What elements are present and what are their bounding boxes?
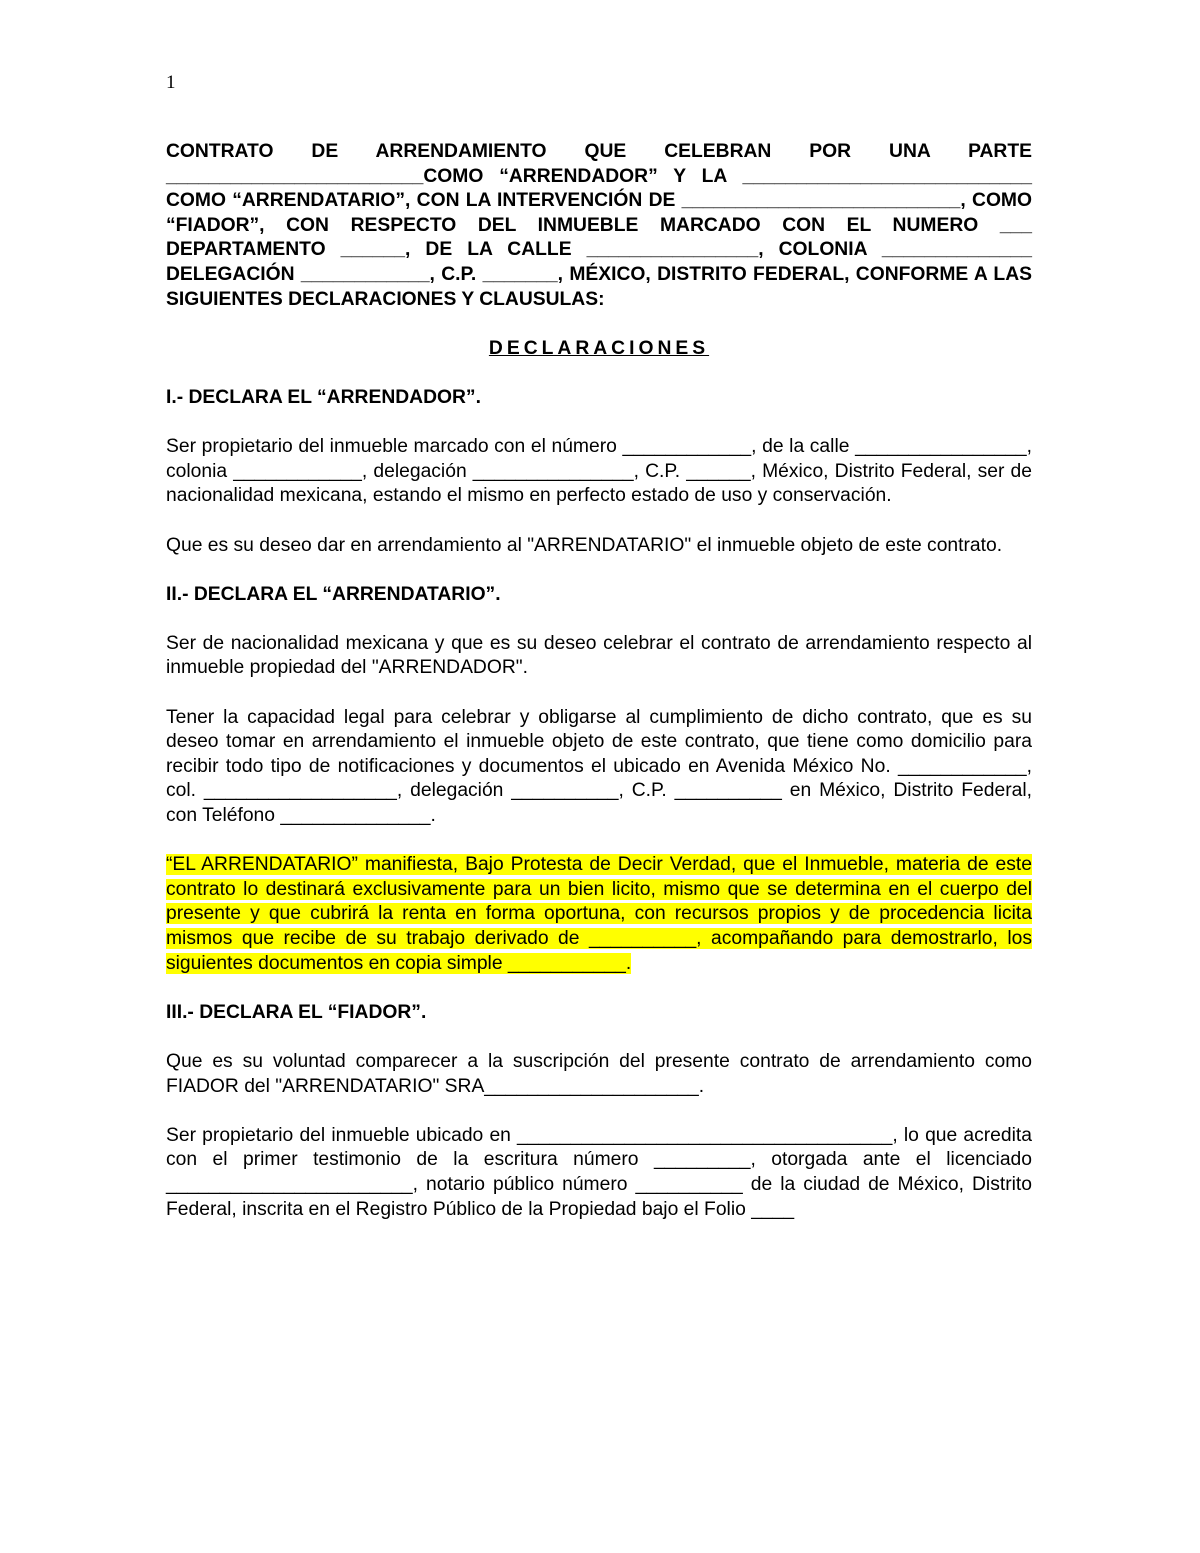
page-number: 1 bbox=[166, 72, 176, 93]
section-heading-arrendatario: II.- DECLARA EL “ARRENDATARIO”. bbox=[166, 583, 501, 605]
section-heading-fiador: III.- DECLARA EL “FIADOR”. bbox=[166, 1001, 427, 1023]
fiador-paragraph-1: Que es su voluntad comparecer a la suscripción del presente contrato de arrendamiento como FIADOR del "ARRENDATARIO" SRA____________________. bbox=[166, 1050, 1032, 1097]
document-body bbox=[166, 140, 1032, 1247]
arrendatario-paragraph-3 bbox=[166, 853, 1032, 976]
arrendatario-paragraph-2: Tener la capacidad legal para celebrar y obligarse al cumplimiento de dicho contrato, que es su deseo tomar en arrendamiento el inmueble objeto de este contrato, que tiene como domicilio para recibir todo tipo de notificaciones y documentos el ubicado en Avenida México No. ____________, col. __________________, delegación __________, C.P. __________ en México, Distrito Federal, con Teléfono ______________. bbox=[166, 706, 1032, 827]
fiador-paragraph-2: Ser propietario del inmueble ubicado en ___________________________________, lo que acredita con el primer testimonio de la escritura número _________, otorgada ante el licenciado _______________________, notario público número __________ de la ciudad de México, Distrito Federal, inscrita en el Registro Público de la Propiedad bajo el Folio ____ bbox=[166, 1124, 1032, 1220]
contract-intro: CONTRATO DE ARRENDAMIENTO QUE CELEBRAN POR UNA PARTE ________________________COMO “ARRENDADOR” Y LA ___________________________ COMO “ARRENDATARIO”, CON LA INTERVENCIÓN DE __________________________, COMO “FIADOR”, CON RESPECTO DEL INMUEBLE MARCADO CON EL NUMERO ___ DEPARTAMENTO ______, DE LA CALLE ________________, COLONIA ______________ DELEGACIÓN ____________, C.P. _______, MÉXICO, DISTRITO FEDERAL, CONFORME A LAS SIGUIENTES DECLARACIONES Y CLAUSULAS: bbox=[166, 141, 1032, 310]
section-heading-arrendador: I.- DECLARA EL “ARRENDADOR”. bbox=[166, 386, 481, 408]
arrendatario-paragraph-1: Ser de nacionalidad mexicana y que es su deseo celebrar el contrato de arrendamiento respecto al inmueble propiedad del "ARRENDADOR". bbox=[166, 632, 1032, 679]
declarations-title-text: DECLARACIONES bbox=[488, 337, 710, 359]
arrendador-paragraph-2: Que es su deseo dar en arrendamiento al "ARRENDATARIO" el inmueble objeto de este contrato. bbox=[166, 534, 1003, 556]
arrendador-paragraph-1: Ser propietario del inmueble marcado con el número ____________, de la calle ________________, colonia ____________, delegación _______________, C.P. ______, México, Distrito Federal, ser de nacionalidad mexicana, estando el mismo en perfecto estado de uso y conservación. bbox=[166, 436, 1032, 507]
declarations-title bbox=[166, 337, 1032, 362]
highlighted-declaration: “EL ARRENDATARIO” manifiesta, Bajo Protesta de Decir Verdad, que el Inmueble, materia de este contrato lo destinará exclusivamente para un bien licito, mismo que se determina en el cuerpo del presente y que cubrirá la renta en forma oportuna, con recursos propios y de procedencia licita mismos que recibe de su trabajo derivado de __________, acompañando para demostrarlo, los siguientes documentos en copia simple ___________. bbox=[166, 854, 1032, 974]
